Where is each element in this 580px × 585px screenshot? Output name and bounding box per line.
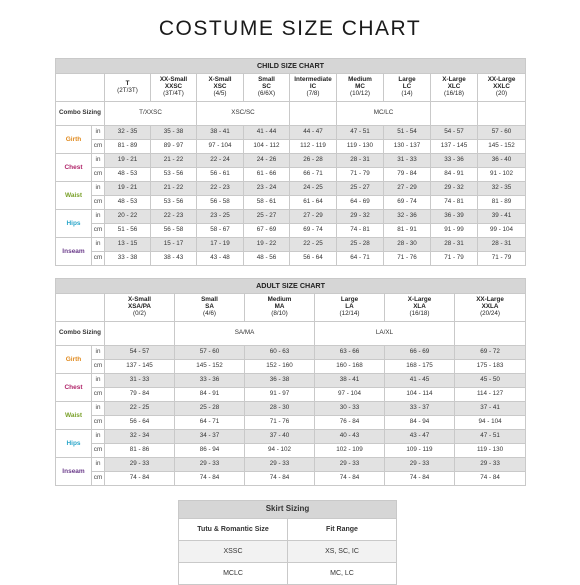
measurement-value: 91 - 99 xyxy=(431,224,478,238)
measurement-label: Hips xyxy=(56,430,92,458)
measurement-value: 74 - 84 xyxy=(105,472,175,486)
measurement-value: 66 - 71 xyxy=(290,168,337,182)
size-column-header xyxy=(105,74,151,102)
size-range: (6/6X) xyxy=(257,89,276,97)
size-range: (4/6) xyxy=(203,309,216,317)
unit-label: cm xyxy=(92,444,105,458)
size-column-header xyxy=(385,294,455,322)
adult-size-chart xyxy=(55,278,526,486)
measurement-value: 19 - 21 xyxy=(105,182,151,196)
measurement-value: 32 - 35 xyxy=(105,126,151,140)
measurement-value: 22 - 25 xyxy=(105,402,175,416)
measurement-value: 145 - 152 xyxy=(175,360,245,374)
measurement-value: 29 - 33 xyxy=(315,458,385,472)
measurement-value: 54 - 57 xyxy=(105,346,175,360)
measurement-value: 28 - 30 xyxy=(384,238,431,252)
measurement-value: 94 - 104 xyxy=(455,416,526,430)
size-range: (8/10) xyxy=(271,309,288,317)
measurement-value: 37 - 41 xyxy=(455,402,526,416)
skirt-size-header: Tutu & Romantic Size xyxy=(179,519,288,541)
size-range: (20/24) xyxy=(480,309,501,317)
measurement-value: 56 - 61 xyxy=(197,168,244,182)
combo-group: SA/MA xyxy=(175,322,315,346)
measurement-value: 91 - 102 xyxy=(478,168,526,182)
measurement-value: 137 - 145 xyxy=(431,140,478,154)
measurement-value: 119 - 130 xyxy=(455,444,526,458)
measurement-value: 64 - 71 xyxy=(175,416,245,430)
measurement-value: 36 - 39 xyxy=(431,210,478,224)
measurement-value: 67 - 69 xyxy=(244,224,290,238)
unit-label: cm xyxy=(92,252,105,266)
measurement-value: 29 - 32 xyxy=(337,210,384,224)
measurement-value: 33 - 37 xyxy=(385,402,455,416)
measurement-value: 36 - 38 xyxy=(245,374,315,388)
measurement-value: 69 - 74 xyxy=(290,224,337,238)
unit-label: in xyxy=(92,402,105,416)
measurement-row xyxy=(56,430,526,444)
combo-group: MC/LC xyxy=(337,102,431,126)
measurement-value: 28 - 30 xyxy=(245,402,315,416)
measurement-value: 29 - 33 xyxy=(385,458,455,472)
measurement-value: 32 - 36 xyxy=(384,210,431,224)
measurement-value: 130 - 137 xyxy=(384,140,431,154)
skirt-fit-cell: MC, LC xyxy=(288,563,397,585)
size-name: XX-Small xyxy=(159,76,188,84)
measurement-row xyxy=(56,224,526,238)
measurement-row xyxy=(56,472,526,486)
measurement-value: 175 - 183 xyxy=(455,360,526,374)
measurement-value: 13 - 15 xyxy=(105,238,151,252)
unit-label: in xyxy=(92,126,105,140)
skirt-sizing-table xyxy=(178,500,397,585)
measurement-label: Hips xyxy=(56,210,92,238)
size-code: LC xyxy=(402,83,412,91)
measurement-row xyxy=(56,416,526,430)
size-column-header xyxy=(175,294,245,322)
measurement-value: 25 - 28 xyxy=(337,238,384,252)
measurement-value: 38 - 41 xyxy=(315,374,385,388)
measurement-value: 112 - 119 xyxy=(290,140,337,154)
skirt-size-cell: MCLC xyxy=(179,563,288,585)
measurement-value: 89 - 97 xyxy=(151,140,197,154)
measurement-value: 38 - 41 xyxy=(197,126,244,140)
measurement-value: 35 - 38 xyxy=(151,126,197,140)
measurement-value: 79 - 84 xyxy=(105,388,175,402)
size-column-header xyxy=(245,294,315,322)
measurement-value: 43 - 47 xyxy=(385,430,455,444)
size-code: MA xyxy=(274,303,285,311)
combo-sizing-label: Combo Sizing xyxy=(56,322,105,346)
measurement-value: 64 - 69 xyxy=(337,196,384,210)
measurement-value: 27 - 29 xyxy=(384,182,431,196)
measurement-label: Girth xyxy=(56,346,92,374)
measurement-value: 19 - 22 xyxy=(244,238,290,252)
measurement-value: 28 - 31 xyxy=(478,238,526,252)
combo-group: LA/XL xyxy=(315,322,455,346)
size-column-header xyxy=(478,74,526,102)
measurement-value: 38 - 43 xyxy=(151,252,197,266)
measurement-value: 31 - 33 xyxy=(105,374,175,388)
size-column-header xyxy=(315,294,385,322)
unit-label: cm xyxy=(92,472,105,486)
size-code: XXLA xyxy=(481,303,499,311)
size-name: Small xyxy=(258,76,275,84)
measurement-value: 47 - 51 xyxy=(337,126,384,140)
combo-group: T/XXSC xyxy=(105,102,197,126)
size-range: (10/12) xyxy=(350,89,370,97)
measurement-value: 160 - 168 xyxy=(315,360,385,374)
measurement-value: 43 - 48 xyxy=(197,252,244,266)
measurement-value: 29 - 33 xyxy=(105,458,175,472)
skirt-fit-cell: XS, SC, IC xyxy=(288,541,397,563)
measurement-value: 84 - 94 xyxy=(385,416,455,430)
measurement-value: 114 - 127 xyxy=(455,388,526,402)
measurement-value: 69 - 74 xyxy=(384,196,431,210)
measurement-value: 56 - 64 xyxy=(290,252,337,266)
measurement-value: 81 - 91 xyxy=(384,224,431,238)
child-chart-title: CHILD SIZE CHART xyxy=(56,59,526,74)
size-name: Medium xyxy=(348,76,372,84)
measurement-value: 51 - 56 xyxy=(105,224,151,238)
size-code: XLA xyxy=(413,303,426,311)
measurement-value: 57 - 60 xyxy=(478,126,526,140)
measurement-value: 23 - 24 xyxy=(244,182,290,196)
measurement-value: 41 - 45 xyxy=(385,374,455,388)
measurement-value: 17 - 19 xyxy=(197,238,244,252)
measurement-label: Chest xyxy=(56,154,92,182)
measurement-value: 23 - 25 xyxy=(197,210,244,224)
measurement-value: 97 - 104 xyxy=(197,140,244,154)
measurement-value: 61 - 66 xyxy=(244,168,290,182)
measurement-value: 137 - 145 xyxy=(105,360,175,374)
skirt-size-cell: XSSC xyxy=(179,541,288,563)
page-title: COSTUME SIZE CHART xyxy=(158,17,422,40)
measurement-label: Waist xyxy=(56,182,92,210)
measurement-value: 33 - 36 xyxy=(431,154,478,168)
measurement-value: 37 - 40 xyxy=(245,430,315,444)
measurement-value: 81 - 86 xyxy=(105,444,175,458)
size-range: (2T/3T) xyxy=(117,86,138,94)
measurement-value: 29 - 32 xyxy=(431,182,478,196)
measurement-value: 152 - 160 xyxy=(245,360,315,374)
adult-size-header-row xyxy=(56,294,526,322)
measurement-value: 32 - 34 xyxy=(105,430,175,444)
measurement-row xyxy=(56,252,526,266)
measurement-row xyxy=(56,140,526,154)
measurement-value: 60 - 63 xyxy=(245,346,315,360)
size-range: (4/5) xyxy=(213,89,227,97)
size-range: (7/8) xyxy=(306,89,320,97)
measurement-value: 97 - 104 xyxy=(315,388,385,402)
measurement-value: 19 - 21 xyxy=(105,154,151,168)
skirt-row xyxy=(179,541,397,563)
measurement-row xyxy=(56,154,526,168)
measurement-row xyxy=(56,196,526,210)
measurement-value: 21 - 22 xyxy=(151,182,197,196)
unit-label: in xyxy=(92,430,105,444)
measurement-value: 22 - 23 xyxy=(197,182,244,196)
size-range: (20) xyxy=(495,89,508,97)
unit-label: cm xyxy=(92,196,105,210)
measurement-value: 15 - 17 xyxy=(151,238,197,252)
size-column-header xyxy=(197,74,244,102)
measurement-value: 53 - 56 xyxy=(151,168,197,182)
size-range: (14) xyxy=(401,89,413,97)
measurement-value: 29 - 33 xyxy=(175,458,245,472)
skirt-row xyxy=(179,563,397,585)
measurement-value: 102 - 109 xyxy=(315,444,385,458)
measurement-value: 48 - 56 xyxy=(244,252,290,266)
size-code: XXLC xyxy=(493,83,510,91)
measurement-value: 81 - 89 xyxy=(105,140,151,154)
child-combo-row xyxy=(56,102,526,126)
size-name: Medium xyxy=(267,296,292,304)
size-name: Intermediate xyxy=(294,76,332,84)
measurement-value: 74 - 84 xyxy=(385,472,455,486)
measurement-value: 94 - 102 xyxy=(245,444,315,458)
size-column-header xyxy=(105,294,175,322)
adult-combo-row xyxy=(56,322,526,346)
size-column-header xyxy=(151,74,197,102)
measurement-value: 145 - 152 xyxy=(478,140,526,154)
measurement-value: 48 - 53 xyxy=(105,168,151,182)
measurement-value: 30 - 33 xyxy=(315,402,385,416)
measurement-value: 40 - 43 xyxy=(315,430,385,444)
measurement-value: 28 - 31 xyxy=(431,238,478,252)
size-name: Large xyxy=(398,76,416,84)
size-range: (3T/4T) xyxy=(163,89,184,97)
measurement-value: 20 - 22 xyxy=(105,210,151,224)
size-code: MC xyxy=(355,83,365,91)
unit-label: cm xyxy=(92,224,105,238)
size-range: (16/18) xyxy=(409,309,430,317)
size-column-header xyxy=(455,294,526,322)
unit-label: in xyxy=(92,238,105,252)
size-name: XX-Large xyxy=(487,76,516,84)
measurement-value: 25 - 27 xyxy=(337,182,384,196)
measurement-value: 45 - 50 xyxy=(455,374,526,388)
measurement-value: 74 - 81 xyxy=(431,196,478,210)
measurement-value: 22 - 23 xyxy=(151,210,197,224)
measurement-value: 51 - 54 xyxy=(384,126,431,140)
size-code: XXSC xyxy=(164,83,183,91)
measurement-value: 58 - 67 xyxy=(197,224,244,238)
size-column-header xyxy=(384,74,431,102)
size-name: Large xyxy=(340,296,359,304)
measurement-value: 99 - 104 xyxy=(478,224,526,238)
measurement-value: 74 - 81 xyxy=(337,224,384,238)
unit-label: cm xyxy=(92,416,105,430)
measurement-value: 58 - 61 xyxy=(244,196,290,210)
measurement-value: 41 - 44 xyxy=(244,126,290,140)
measurement-value: 71 - 79 xyxy=(478,252,526,266)
measurement-row xyxy=(56,458,526,472)
size-column-header xyxy=(244,74,290,102)
measurement-value: 47 - 51 xyxy=(455,430,526,444)
measurement-value: 64 - 71 xyxy=(337,252,384,266)
child-size-header-row xyxy=(56,74,526,102)
size-range: (0/2) xyxy=(133,309,146,317)
measurement-row xyxy=(56,182,526,196)
measurement-value: 69 - 72 xyxy=(455,346,526,360)
size-code: SA xyxy=(205,303,214,311)
measurement-value: 39 - 41 xyxy=(478,210,526,224)
measurement-value: 32 - 35 xyxy=(478,182,526,196)
combo-sizing-label: Combo Sizing xyxy=(56,102,105,126)
measurement-value: 56 - 58 xyxy=(151,224,197,238)
unit-label: in xyxy=(92,154,105,168)
measurement-label: Inseam xyxy=(56,458,92,486)
size-name: X-Large xyxy=(442,76,466,84)
measurement-value: 22 - 25 xyxy=(290,238,337,252)
measurement-value: 22 - 24 xyxy=(197,154,244,168)
measurement-value: 79 - 84 xyxy=(384,168,431,182)
size-name: Small xyxy=(201,296,218,304)
measurement-value: 71 - 76 xyxy=(245,416,315,430)
measurement-value: 109 - 119 xyxy=(385,444,455,458)
measurement-value: 29 - 33 xyxy=(245,458,315,472)
measurement-value: 168 - 175 xyxy=(385,360,455,374)
measurement-value: 29 - 33 xyxy=(455,458,526,472)
unit-label: in xyxy=(92,210,105,224)
measurement-value: 26 - 28 xyxy=(290,154,337,168)
measurement-row xyxy=(56,126,526,140)
measurement-value: 86 - 94 xyxy=(175,444,245,458)
size-range: (12/14) xyxy=(339,309,360,317)
size-code: SC xyxy=(262,83,271,91)
measurement-value: 34 - 37 xyxy=(175,430,245,444)
size-code: XLC xyxy=(447,83,461,91)
measurement-value: 53 - 56 xyxy=(151,196,197,210)
measurement-value: 36 - 40 xyxy=(478,154,526,168)
size-range: (16/18) xyxy=(444,89,464,97)
measurement-value: 104 - 112 xyxy=(244,140,290,154)
size-column-header xyxy=(337,74,384,102)
measurement-value: 54 - 57 xyxy=(431,126,478,140)
measurement-row xyxy=(56,388,526,402)
measurement-value: 91 - 97 xyxy=(245,388,315,402)
measurement-value: 81 - 89 xyxy=(478,196,526,210)
skirt-sizing-title: Skirt Sizing xyxy=(179,501,397,519)
measurement-value: 33 - 36 xyxy=(175,374,245,388)
measurement-label: Chest xyxy=(56,374,92,402)
measurement-value: 33 - 38 xyxy=(105,252,151,266)
measurement-value: 24 - 26 xyxy=(244,154,290,168)
size-name: X-Large xyxy=(407,296,432,304)
measurement-value: 48 - 53 xyxy=(105,196,151,210)
measurement-value: 56 - 64 xyxy=(105,416,175,430)
measurement-value: 71 - 76 xyxy=(384,252,431,266)
measurement-value: 66 - 69 xyxy=(385,346,455,360)
measurement-value: 56 - 58 xyxy=(197,196,244,210)
measurement-row xyxy=(56,374,526,388)
measurement-value: 71 - 79 xyxy=(431,252,478,266)
measurement-value: 25 - 28 xyxy=(175,402,245,416)
measurement-row xyxy=(56,210,526,224)
unit-label: in xyxy=(92,458,105,472)
measurement-value: 84 - 91 xyxy=(175,388,245,402)
measurement-label: Girth xyxy=(56,126,92,154)
unit-label: cm xyxy=(92,140,105,154)
measurement-row xyxy=(56,238,526,252)
measurement-value: 24 - 25 xyxy=(290,182,337,196)
unit-label: cm xyxy=(92,360,105,374)
measurement-value: 21 - 22 xyxy=(151,154,197,168)
measurement-label: Waist xyxy=(56,402,92,430)
measurement-value: 44 - 47 xyxy=(290,126,337,140)
size-name: XX-Large xyxy=(476,296,504,304)
size-code: LA xyxy=(345,303,354,311)
unit-label: cm xyxy=(92,388,105,402)
size-code: XSC xyxy=(213,83,227,91)
measurement-row xyxy=(56,346,526,360)
size-code: XSA/PA xyxy=(128,303,151,311)
measurement-value: 28 - 31 xyxy=(337,154,384,168)
measurement-label: Inseam xyxy=(56,238,92,266)
measurement-value: 71 - 79 xyxy=(337,168,384,182)
child-size-chart xyxy=(55,58,526,266)
unit-label: in xyxy=(92,182,105,196)
size-column-header xyxy=(290,74,337,102)
size-name: T xyxy=(125,79,130,87)
measurement-row xyxy=(56,360,526,374)
measurement-value: 57 - 60 xyxy=(175,346,245,360)
measurement-value: 84 - 91 xyxy=(431,168,478,182)
measurement-row xyxy=(56,168,526,182)
size-code: IC xyxy=(309,83,317,91)
measurement-value: 61 - 64 xyxy=(290,196,337,210)
unit-label: in xyxy=(92,374,105,388)
adult-chart-title: ADULT SIZE CHART xyxy=(56,279,526,294)
measurement-value: 25 - 27 xyxy=(244,210,290,224)
measurement-value: 74 - 84 xyxy=(245,472,315,486)
measurement-value: 74 - 84 xyxy=(175,472,245,486)
measurement-value: 74 - 84 xyxy=(455,472,526,486)
combo-group: XSC/SC xyxy=(197,102,290,126)
unit-label: in xyxy=(92,346,105,360)
measurement-value: 27 - 29 xyxy=(290,210,337,224)
measurement-row xyxy=(56,444,526,458)
size-name: X-Small xyxy=(208,76,232,84)
measurement-value: 31 - 33 xyxy=(384,154,431,168)
size-name: X-Small xyxy=(127,296,152,304)
skirt-fit-header: Fit Range xyxy=(288,519,397,541)
measurement-value: 104 - 114 xyxy=(385,388,455,402)
measurement-value: 63 - 66 xyxy=(315,346,385,360)
unit-label: cm xyxy=(92,168,105,182)
measurement-value: 74 - 84 xyxy=(315,472,385,486)
measurement-value: 119 - 130 xyxy=(337,140,384,154)
size-column-header xyxy=(431,74,478,102)
measurement-row xyxy=(56,402,526,416)
measurement-value: 76 - 84 xyxy=(315,416,385,430)
